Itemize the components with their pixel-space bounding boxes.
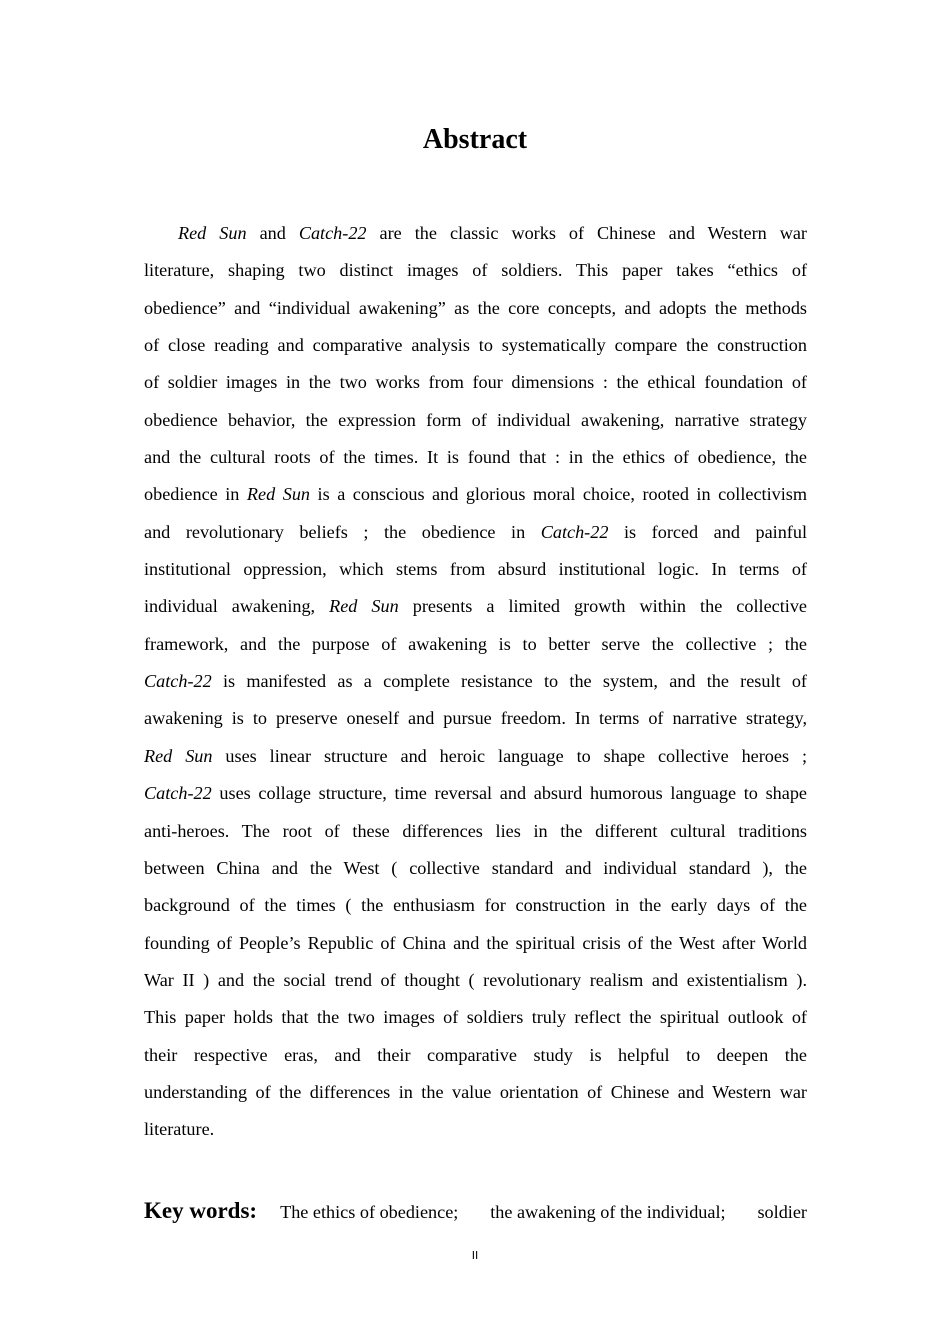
abstract-line bbox=[144, 962, 807, 999]
text-run: awakening is to preserve oneself and pursue freedom. In terms of narrative strategy, bbox=[144, 708, 807, 729]
text-run: War II ) and the social trend of thought ( revolutionary realism and existentialism ). bbox=[144, 969, 807, 990]
text-run: individual awakening, bbox=[144, 596, 330, 617]
work-title: Catch-22 bbox=[298, 223, 367, 243]
abstract-line bbox=[144, 626, 807, 663]
text-run: understanding of the differences in the value orientation of Chinese and Western war bbox=[144, 1081, 807, 1102]
text-run: uses collage structure, time reversal and absurd humorous language to shape bbox=[211, 783, 807, 804]
abstract-line bbox=[144, 514, 807, 551]
text-run: of soldier images in the two works from four dimensions : the ethical foundation of bbox=[144, 372, 807, 393]
text-run: is manifested as a complete resistance to the system, and the result of bbox=[211, 671, 807, 692]
abstract-line bbox=[144, 402, 807, 439]
abstract-line bbox=[144, 364, 807, 401]
text-run: This paper holds that the two images of soldiers truly reflect the spiritual outlook of bbox=[144, 1007, 807, 1028]
abstract-line bbox=[144, 1074, 807, 1111]
text-run: presents a limited growth within the collective bbox=[398, 596, 807, 617]
abstract-line bbox=[144, 476, 807, 513]
abstract-paragraph bbox=[144, 215, 807, 1149]
keywords-list bbox=[280, 1195, 807, 1229]
work-title: Catch-22 bbox=[144, 783, 212, 804]
abstract-line bbox=[144, 588, 807, 625]
abstract-line bbox=[144, 215, 807, 252]
page-number: II bbox=[471, 1249, 479, 1262]
text-run: are the classic works of Chinese and Western war bbox=[366, 223, 807, 243]
abstract-line bbox=[144, 1111, 807, 1148]
abstract-line bbox=[144, 700, 807, 737]
text-run: literature. bbox=[144, 1119, 215, 1140]
text-run: their respective eras, and their comparative study is helpful to deepen the bbox=[144, 1044, 807, 1065]
text-run: is forced and painful bbox=[608, 521, 808, 542]
text-run: framework, and the purpose of awakening is to better serve the collective ; the bbox=[144, 633, 807, 654]
abstract-line bbox=[144, 252, 807, 289]
work-title: Catch-22 bbox=[540, 521, 609, 542]
text-run: of close reading and comparative analysis to systematically compare the construction bbox=[144, 335, 807, 356]
text-run: uses linear structure and heroic language to shape collective heroes ; bbox=[212, 745, 808, 766]
text-run: founding of People’s Republic of China and the spiritual crisis of the West after World bbox=[144, 932, 807, 953]
keywords-label: Key words: bbox=[144, 1198, 258, 1223]
keyword-item: soldier bbox=[757, 1202, 807, 1222]
abstract-line bbox=[144, 775, 807, 812]
abstract-line bbox=[144, 925, 807, 962]
text-run: institutional oppression, which stems from absurd institutional logic. In terms of bbox=[144, 559, 807, 580]
abstract-line bbox=[144, 551, 807, 588]
text-run: literature, shaping two distinct images of soldiers. This paper takes “ethics of bbox=[144, 260, 807, 281]
text-run: between China and the West ( collective standard and individual standard ), the bbox=[144, 857, 807, 878]
text-run: anti-heroes. The root of these differences lies in the different cultural traditions bbox=[144, 820, 807, 841]
abstract-line bbox=[144, 439, 807, 476]
abstract-line bbox=[144, 663, 807, 700]
abstract-line bbox=[144, 813, 807, 850]
abstract-line bbox=[144, 1037, 807, 1074]
text-run: obedience” and “individual awakening” as the core concepts, and adopts the methods bbox=[144, 297, 807, 318]
abstract-line bbox=[144, 850, 807, 887]
text-run: obedience behavior, the expression form of individual awakening, narrative strategy bbox=[144, 409, 807, 430]
abstract-line bbox=[144, 999, 807, 1036]
work-title: Red Sun bbox=[178, 223, 247, 243]
abstract-line bbox=[144, 738, 807, 775]
text-run: and the cultural roots of the times. It is found that : in the ethics of obedience, the bbox=[144, 447, 807, 468]
abstract-line bbox=[144, 290, 807, 327]
work-title: Catch-22 bbox=[144, 671, 212, 692]
work-title: Red Sun bbox=[246, 484, 311, 505]
text-run: background of the times ( the enthusiasm for construction in the early days of the bbox=[144, 895, 807, 916]
keyword-item: the awakening of the individual; bbox=[490, 1202, 726, 1222]
abstract-line bbox=[144, 327, 807, 364]
text-run: obedience in bbox=[144, 484, 247, 505]
text-run: and revolutionary beliefs ; the obedience in bbox=[144, 521, 541, 542]
work-title: Red Sun bbox=[144, 745, 213, 766]
keyword-item: The ethics of obedience; bbox=[280, 1202, 459, 1222]
keywords-section bbox=[144, 1194, 807, 1229]
abstract-line bbox=[144, 887, 807, 924]
page-title: Abstract bbox=[422, 124, 528, 155]
work-title: Red Sun bbox=[329, 596, 399, 617]
text-run: and bbox=[246, 223, 299, 243]
text-run: is a conscious and glorious moral choice, rooted in collectivism bbox=[310, 484, 807, 505]
